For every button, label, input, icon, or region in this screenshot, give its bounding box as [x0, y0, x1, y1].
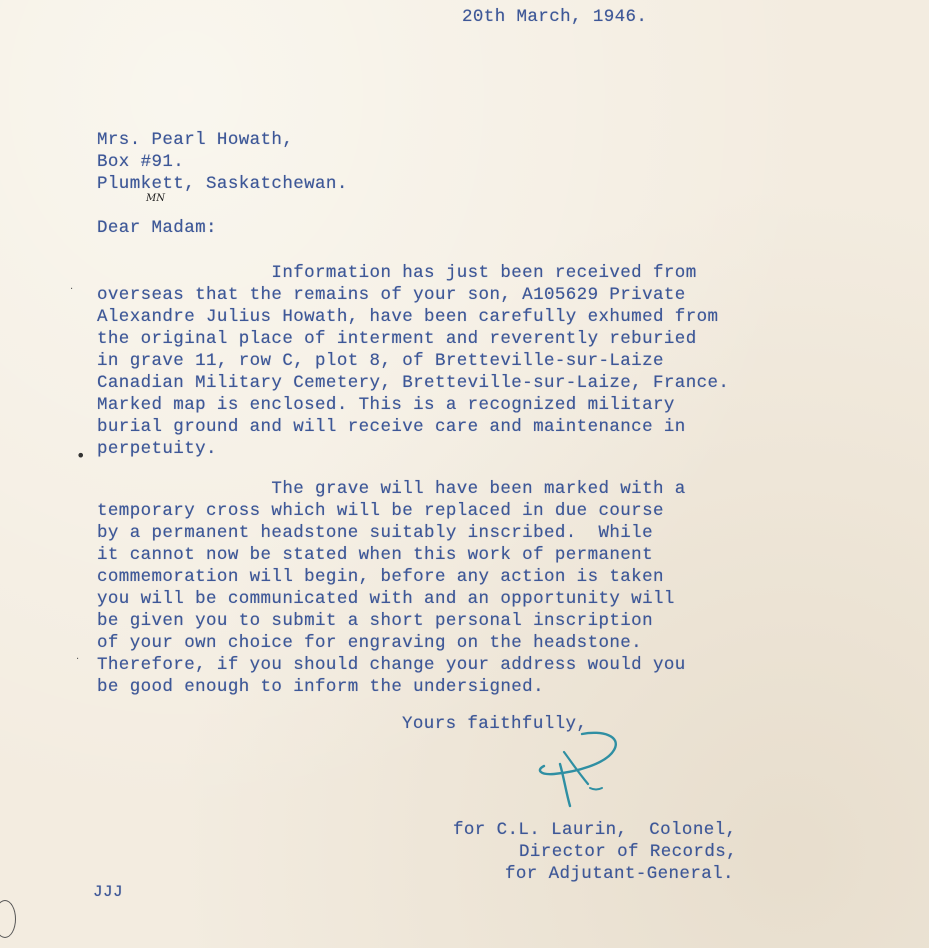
paragraph1-line: burial ground and will receive care and maintenance in	[97, 417, 686, 437]
handwritten-note: MN	[146, 193, 165, 204]
paragraph1-line: Alexandre Julius Howath, have been carefully exhumed from	[97, 307, 719, 327]
paragraph1-line: in grave 11, row C, plot 8, of Bretteville-sur-Laize	[97, 351, 664, 371]
paragraph2-line: you will be communicated with and an opportunity will	[97, 589, 675, 609]
paragraph2-line: The grave will have been marked with a	[97, 479, 686, 499]
signatory-line: Director of Records,	[519, 842, 738, 862]
margin-dot: •	[76, 446, 86, 465]
paragraph1-line: overseas that the remains of your son, A105629 Private	[97, 285, 686, 305]
margin-dot: ·	[70, 284, 74, 295]
recipient-name: Mrs. Pearl Howath,	[97, 130, 294, 150]
salutation: Dear Madam:	[97, 218, 217, 238]
closing: Yours faithfully,	[402, 714, 588, 734]
paragraph1-line: the original place of interment and reverently reburied	[97, 329, 697, 349]
signature-mark	[530, 728, 630, 813]
letter-date: 20th March, 1946.	[462, 7, 648, 27]
paragraph2-line: commemoration will begin, before any action is taken	[97, 567, 664, 587]
paragraph2-line: be given you to submit a short personal inscription	[97, 611, 653, 631]
paragraph2-line: Therefore, if you should change your address would you	[97, 655, 686, 675]
recipient-town: Plumkett, Saskatchewan.	[97, 174, 348, 194]
recipient-box: Box #91.	[97, 152, 185, 172]
signatory-line: for C.L. Laurin, Colonel,	[453, 820, 737, 840]
typist-initials: JJJ	[93, 883, 124, 901]
paragraph1-line: Marked map is enclosed. This is a recognized military	[97, 395, 675, 415]
page-edge-mark	[0, 900, 16, 938]
paragraph2-line: of your own choice for engraving on the headstone.	[97, 633, 643, 653]
margin-dot: ·	[76, 654, 80, 665]
paragraph2-line: by a permanent headstone suitably inscribed. While	[97, 523, 653, 543]
paragraph1-line: Information has just been received from	[97, 263, 697, 283]
paragraph2-line: it cannot now be stated when this work of permanent	[97, 545, 653, 565]
paragraph1-line: perpetuity.	[97, 439, 217, 459]
paragraph2-line: be good enough to inform the undersigned.	[97, 677, 544, 697]
paragraph2-line: temporary cross which will be replaced in due course	[97, 501, 664, 521]
paragraph1-line: Canadian Military Cemetery, Bretteville-sur-Laize, France.	[97, 373, 730, 393]
signatory-line: for Adjutant-General.	[505, 864, 734, 884]
